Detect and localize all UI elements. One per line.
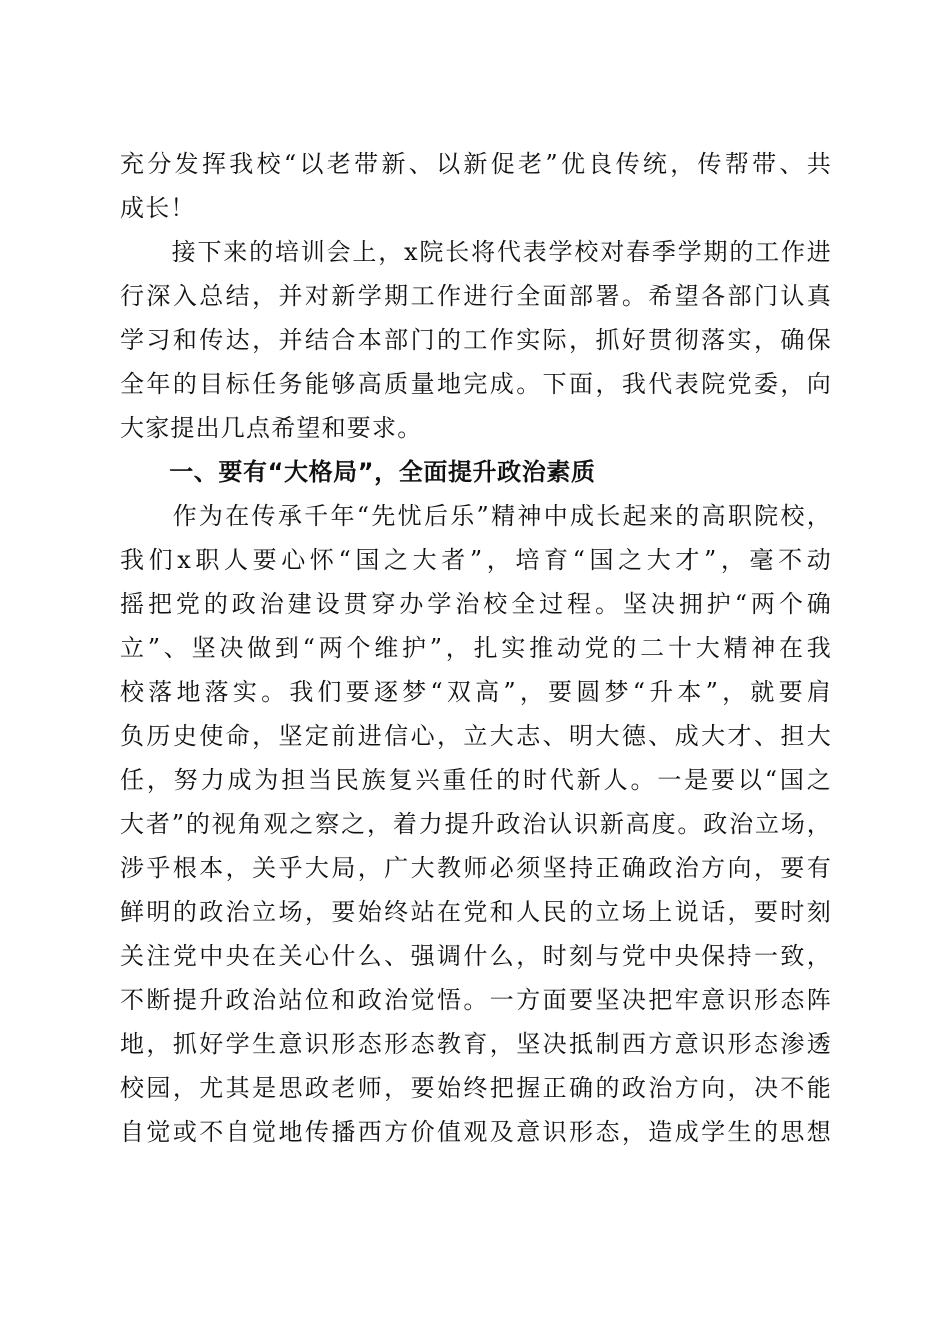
text-line: 大者”的视角观之察之，着力提升政治认识新高度。政治立场，: [120, 810, 832, 838]
text-line: 我们x职人要心怀“国之大者”，培育“国之大才”，毫不动: [120, 546, 832, 574]
text-line: 作为在传承千年“先忧后乐”精神中成长起来的高职院校，: [120, 502, 832, 530]
text-line: 摇把党的政治建设贯穿办学治校全过程。坚决拥护“两个确: [120, 590, 832, 618]
text-line: 鲜明的政治立场，要始终站在党和人民的立场上说话，要时刻: [120, 898, 832, 926]
text-line: 充分发挥我校“以老带新、以新促老”优良传统，传帮带、共: [120, 150, 832, 178]
text-line: 涉乎根本，关乎大局，广大教师必须坚持正确政治方向，要有: [120, 854, 832, 882]
text-line: 任，努力成为担当民族复兴重任的时代新人。一是要以“国之: [120, 766, 832, 794]
text-line: 接下来的培训会上，x院长将代表学校对春季学期的工作进: [120, 238, 832, 266]
text-line: 校园，尤其是思政老师，要始终把握正确的政治方向，决不能: [120, 1074, 832, 1102]
text-line: 行深入总结，并对新学期工作进行全面部署。希望各部门认真: [120, 282, 832, 310]
text-line: 负历史使命，坚定前进信心，立大志、明大德、成大才、担大: [120, 722, 832, 750]
text-line: 大家提出几点希望和要求。: [120, 414, 423, 442]
text-line: 地，抓好学生意识形态形态教育，坚决抵制西方意识形态渗透: [120, 1030, 832, 1058]
section-heading: 一、要有“大格局”，全面提升政治素质: [120, 458, 596, 486]
text-line: 全年的目标任务能够高质量地完成。下面，我代表院党委，向: [120, 370, 832, 398]
text-line: 立”、坚决做到“两个维护”，扎实推动党的二十大精神在我: [120, 634, 832, 662]
text-line: 学习和传达，并结合本部门的工作实际，抓好贯彻落实，确保: [120, 326, 832, 354]
text-line: 成长！: [120, 194, 196, 222]
text-line: 不断提升政治站位和政治觉悟。一方面要坚决把牢意识形态阵: [120, 986, 832, 1014]
text-line: 自觉或不自觉地传播西方价值观及意识形态，造成学生的思想: [120, 1118, 832, 1146]
text-line: 校落地落实。我们要逐梦“双高”，要圆梦“升本”，就要肩: [120, 678, 832, 706]
text-line: 关注党中央在关心什么、强调什么，时刻与党中央保持一致，: [120, 942, 832, 970]
